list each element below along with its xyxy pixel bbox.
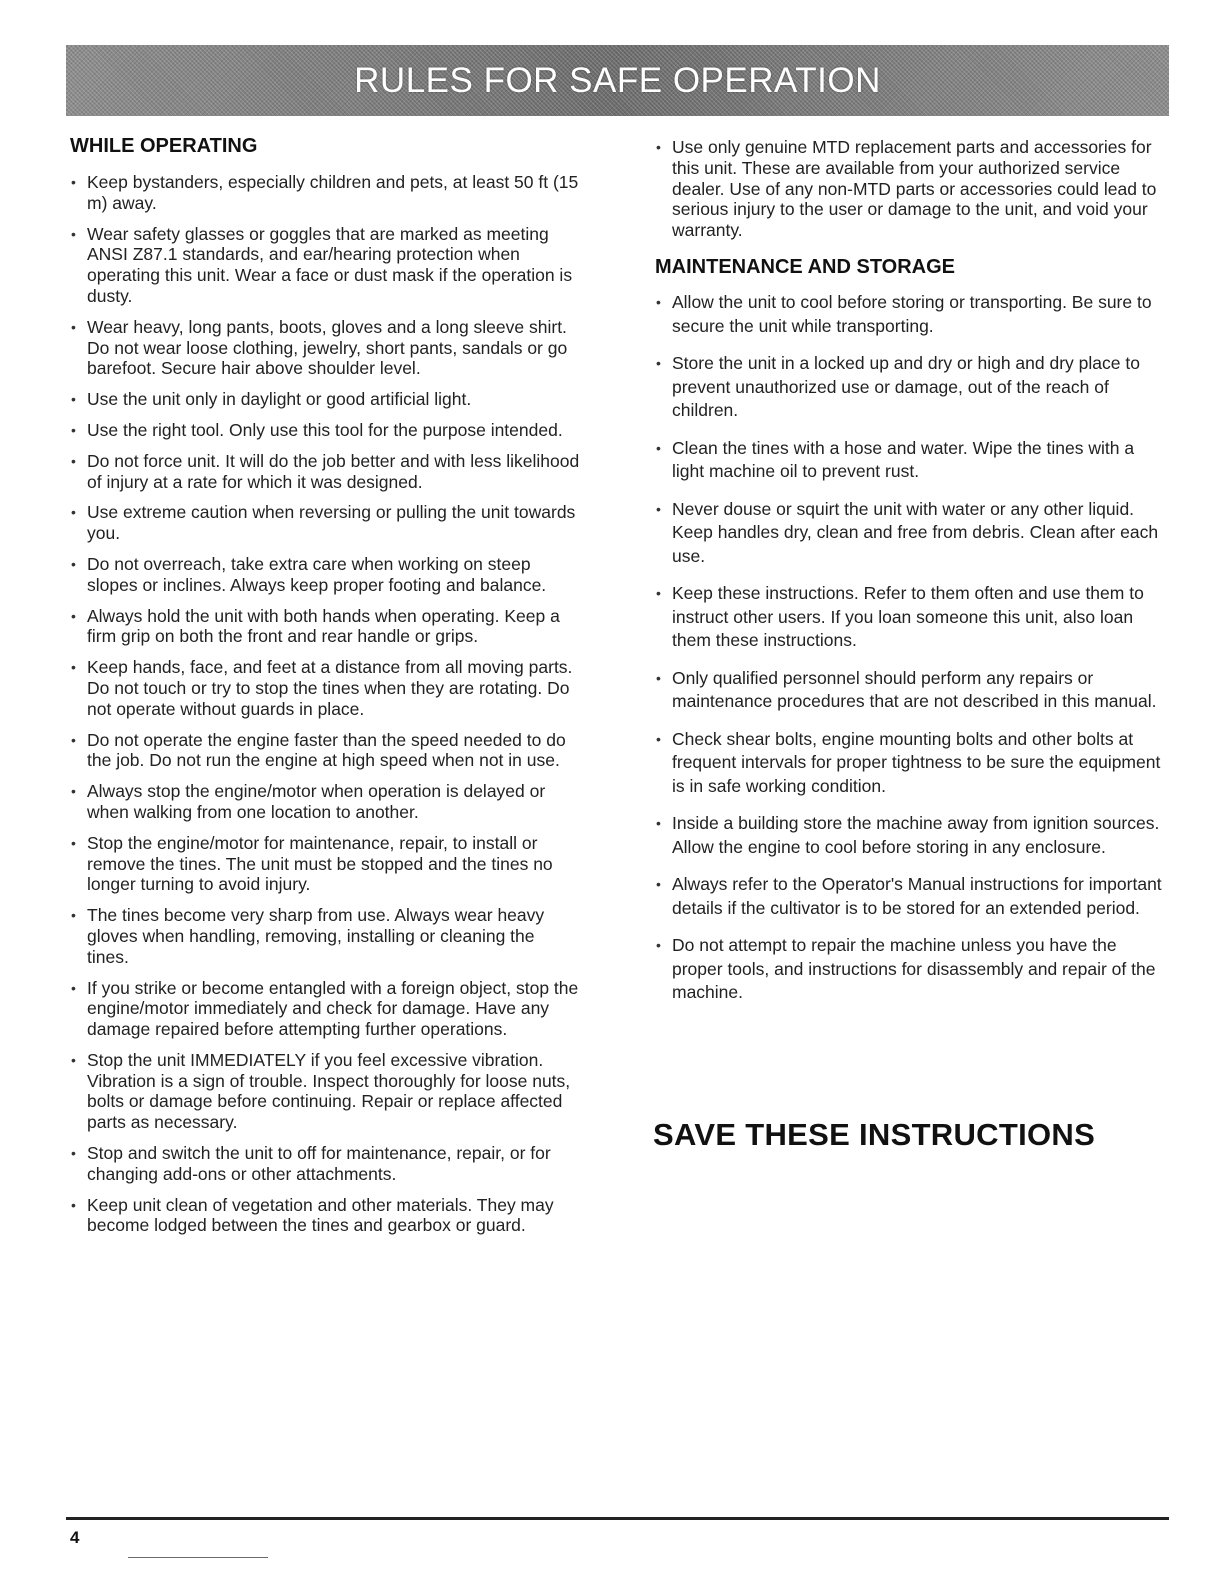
list-item	[655, 812, 1165, 859]
list-item	[655, 437, 1165, 484]
list-item	[655, 873, 1165, 920]
list-item-text: Keep these instructions. Refer to them often and use them to instruct other users. If you loan someone this unit, also loan them these instructions.	[672, 583, 1144, 650]
bullet-icon: •	[71, 225, 76, 242]
list-item	[655, 728, 1165, 799]
page-number: 4	[70, 1528, 80, 1547]
bullet-icon: •	[71, 1196, 76, 1213]
list-item-text: Keep bystanders, especially children and pets, at least 50 ft (15 m) away.	[87, 172, 579, 213]
list-item	[70, 389, 580, 410]
list-item-text: Wear safety glasses or goggles that are marked as meeting ANSI Z87.1 standards, and ear/hearing protection when operating this unit. Wear a face or dust mask if the operation is dusty.	[87, 223, 573, 306]
list-item-text: Always hold the unit with both hands when operating. Keep a firm grip on both the front and rear handle or grips.	[87, 605, 560, 647]
bullet-icon: •	[71, 979, 76, 996]
list-item	[655, 352, 1165, 423]
bullet-icon: •	[656, 585, 661, 601]
list-item-text: Use the right tool. Only use this tool for the purpose intended.	[87, 419, 563, 440]
list-item	[70, 657, 580, 719]
bullet-icon: •	[71, 731, 76, 748]
bullet-icon: •	[656, 139, 661, 155]
list-item-text: Check shear bolts, engine mounting bolts and other bolts at frequent intervals for proper tightness to be sure the equipment is in safe working condition.	[672, 728, 1161, 796]
bullet-icon: •	[71, 421, 76, 438]
bullet-icon: •	[71, 907, 76, 924]
list-item-text: Inside a building store the machine away from ignition sources. Allow the engine to cool before storing in any enclosure.	[672, 813, 1160, 857]
list-item	[70, 978, 580, 1040]
bullet-icon: •	[656, 294, 661, 310]
list-item-text: Wear heavy, long pants, boots, gloves and a long sleeve shirt. Do not wear loose clothing, jewelry, short pants, sandals or go barefoot. Secure hair above shoulder level.	[87, 316, 568, 379]
bullet-icon: •	[656, 876, 661, 892]
bullet-icon: •	[71, 318, 76, 335]
list-item	[70, 905, 580, 967]
bullet-icon: •	[656, 500, 661, 517]
list-item	[70, 1050, 580, 1133]
list-item-text: Do not attempt to repair the machine unless you have the proper tools, and instructions for disassembly and repair of the machine.	[672, 935, 1156, 1002]
list-item-text: Store the unit in a locked up and dry or high and dry place to prevent unauthorized use or damage, out of the reach of children.	[672, 353, 1140, 420]
list-item	[655, 934, 1165, 1005]
list-item	[70, 317, 580, 379]
list-item-text: Do not force unit. It will do the job better and with less likelihood of injury at a rate for which it was designed.	[87, 450, 580, 492]
bullet-icon: •	[71, 174, 76, 190]
list-item	[70, 833, 580, 895]
bullet-icon: •	[71, 659, 76, 676]
list-item	[655, 498, 1165, 569]
bullet-icon: •	[71, 555, 76, 572]
list-item	[70, 730, 580, 772]
maintenance-list	[655, 291, 1165, 1019]
list-item-text: The tines become very sharp from use. Always wear heavy gloves when handling, removing, installing or cleaning the tines.	[87, 905, 545, 967]
list-item	[70, 606, 580, 648]
list-item-text: Keep hands, face, and feet at a distance from all moving parts. Do not touch or try to stop the tines when they are rotating. Do not operate without guards in place.	[87, 657, 573, 719]
list-item	[655, 137, 1165, 241]
list-item-text: Do not overreach, take extra care when working on steep slopes or inclines. Always keep proper footing and balance.	[87, 553, 547, 595]
while-operating-heading: WHILE OPERATING	[70, 135, 258, 157]
parts-notice-list	[655, 137, 1165, 251]
list-item	[70, 420, 580, 441]
list-item	[70, 224, 580, 307]
list-item-text: Use the unit only in daylight or good artificial light.	[87, 389, 472, 410]
bullet-icon: •	[71, 504, 76, 521]
list-item	[70, 172, 580, 214]
bullet-icon: •	[71, 391, 76, 408]
list-item-text: Keep unit clean of vegetation and other materials. They may become lodged between the tines and gearbox or guard.	[87, 1194, 554, 1236]
bullet-icon: •	[71, 1051, 76, 1068]
bullet-icon: •	[71, 783, 76, 800]
footer-link-line	[128, 1557, 268, 1558]
bullet-icon: •	[71, 1145, 76, 1162]
bullet-icon: •	[71, 607, 76, 624]
bullet-icon: •	[656, 669, 661, 686]
list-item	[70, 502, 580, 544]
list-item	[70, 554, 580, 596]
list-item-text: If you strike or become entangled with a foreign object, stop the engine/motor immediately and check for damage. Have any damage repaired before attempting further operations.	[87, 977, 579, 1040]
list-item-text: Clean the tines with a hose and water. Wipe the tines with a light machine oil to prevent rust.	[672, 437, 1135, 481]
list-item	[655, 667, 1165, 714]
list-item-text: Use extreme caution when reversing or pulling the unit towards you.	[87, 502, 576, 544]
list-item-text: Always refer to the Operator's Manual instructions for important details if the cultivator is to be stored for an extended period.	[672, 874, 1162, 918]
list-item	[70, 781, 580, 823]
list-item	[70, 1195, 580, 1237]
bullet-icon: •	[71, 452, 76, 469]
list-item-text: Never douse or squirt the unit with water or any other liquid. Keep handles dry, clean and free from debris. Clean after each use.	[672, 498, 1159, 566]
list-item-text: Stop the unit IMMEDIATELY if you feel excessive vibration. Vibration is a sign of trouble. Inspect thoroughly for loose nuts, bolts or damage before continuing. Repair or replace affected parts as necessary.	[87, 1049, 571, 1133]
list-item	[655, 582, 1165, 653]
bullet-icon: •	[656, 439, 661, 456]
list-item-text: Use only genuine MTD replacement parts and accessories for this unit. These are available from your authorized service dealer. Use of any non-MTD parts or accessories could lead to serious injury to the user or damage to the unit, and void your warranty.	[672, 137, 1157, 241]
list-item-text: Do not operate the engine faster than the speed needed to do the job. Do not run the engine at high speed when not in use.	[87, 729, 566, 771]
bullet-icon: •	[656, 355, 661, 371]
list-item-text: Stop the engine/motor for maintenance, repair, to install or remove the tines. The unit must be stopped and the tines no longer turning to avoid injury.	[87, 832, 553, 895]
list-item-text: Allow the unit to cool before storing or transporting. Be sure to secure the unit while transporting.	[672, 292, 1152, 336]
page-banner	[66, 45, 1169, 116]
list-item	[655, 291, 1165, 338]
save-instructions-title: SAVE THESE INSTRUCTIONS	[653, 1117, 1096, 1152]
bullet-icon: •	[656, 937, 661, 953]
banner-title: RULES FOR SAFE OPERATION	[354, 60, 881, 100]
list-item	[70, 1143, 580, 1185]
bullet-icon: •	[71, 834, 76, 851]
list-item-text: Only qualified personnel should perform any repairs or maintenance procedures that are not described in this manual.	[672, 667, 1157, 711]
list-item	[70, 451, 580, 493]
maintenance-heading: MAINTENANCE AND STORAGE	[655, 256, 956, 278]
list-item-text: Always stop the engine/motor when operation is delayed or when walking from one location to another.	[87, 781, 546, 822]
while-operating-list	[70, 172, 580, 1246]
list-item-text: Stop and switch the unit to off for maintenance, repair, or for changing add-ons or other attachments.	[87, 1143, 551, 1184]
footer-rule	[66, 1517, 1169, 1520]
bullet-icon: •	[656, 730, 661, 747]
bullet-icon: •	[656, 815, 661, 831]
